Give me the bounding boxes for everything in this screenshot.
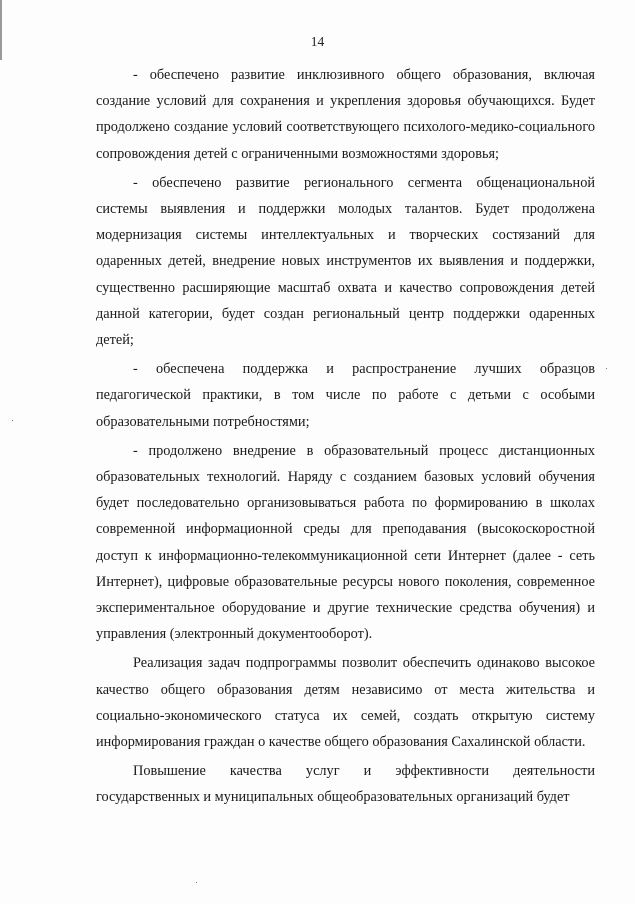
paragraph-pedagogical-practice: - обеспечена поддержка и распространение лучших образцов педагогической практики, в том числе по работе с детьми с особыми образовательными потребностями; [96, 361, 595, 430]
paragraph-inclusive-education: - обеспечено развитие инклюзивного общего образования, включая создание условий для сохранения и укрепления здоровья обучающихся. Будет продолжено создание условий соответствующего психолого-медико-социального сопровождения детей с ограниченными возможностями здоровья; [96, 67, 595, 162]
paragraph-subprogram-tasks: Реализация задач подпрограммы позволит обеспечить одинаково высокое качество общего образования детям независимо от места жительства и социально-экономического статуса их семей, создать открытую систему информирования граждан о качестве общего образования Сахалинской области. [96, 655, 595, 751]
paragraph-young-talents: - обеспечено развитие регионального сегмента общенациональной системы выявления и поддержки молодых талантов. Будет продолжена модернизация системы интеллектуальных и творческих состязаний для одаренных детей, внедрение новых инструментов их выявления и поддержки, существенно расширяющие масштаб охвата и качество сопровождения детей данной категории, будет создан региональный центр поддержки одаренных детей; [96, 174, 595, 349]
scan-speck [196, 882, 197, 883]
document-body [96, 62, 595, 811]
scan-speck [12, 420, 13, 421]
paragraph-distance-learning: - продолжено внедрение в образовательный процесс дистанционных образовательных технологий. Наряду с созданием базовых условий обучения будет последовательно организовываться работа по формированию в школах современной информационной среды для преподавания (высокоскоростной доступ к информационно-телекоммуникационной сети Интернет (далее - сеть Интернет), цифровые образовательные ресурсы нового поколения, современное экспериментальное оборудование и другие технические средства обучения) и управления (электронный документооборот). [96, 442, 595, 643]
page-number: 14 [310, 34, 325, 49]
paragraph-quality-improvement: Повышение качества услуг и эффективности деятельности государственных и муниципальных общеобразовательных организаций будет [96, 763, 595, 806]
scan-speck [606, 368, 607, 369]
scan-edge-mark [0, 0, 2, 60]
